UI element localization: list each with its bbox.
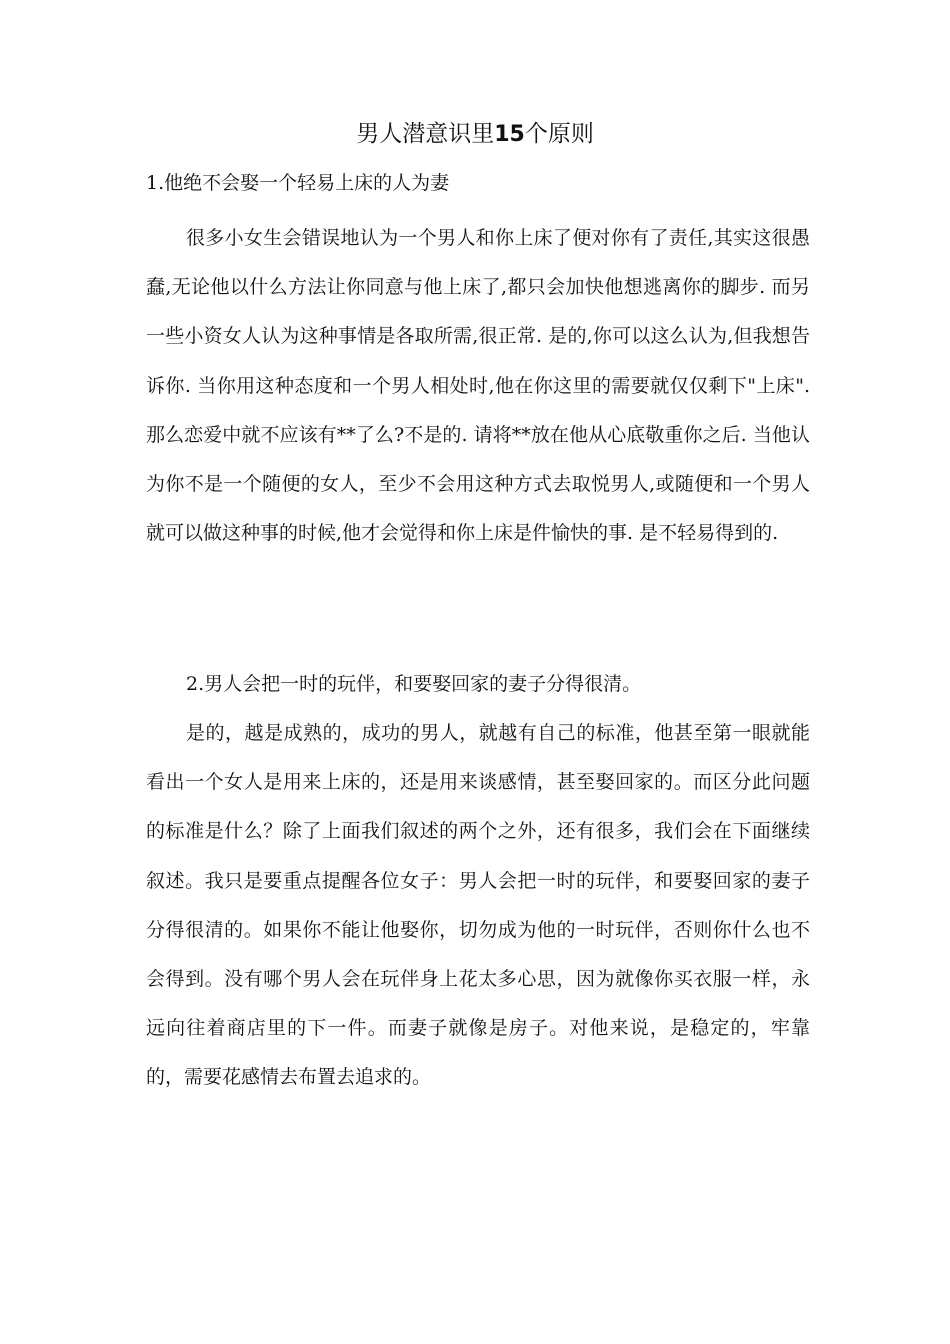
section-2-heading: 2.男人会把一时的玩伴，和要娶回家的妻子分得很清。 — [186, 673, 642, 695]
title-number: 15 — [494, 122, 525, 147]
section-1-body: 很多小女生会错误地认为一个男人和你上床了便对你有了责任,其实这很愚蠢,无论他以什么方法让你同意与他上床了,都只会加快他想逃离你的脚步. 而另一些小资女人认为这种事情是各取所需,很正常. 是的,你可以这么认为,但我想告诉你. 当你用这种态度和一个男人相处时,他在你这里的需要就仅仅剩下"上床". 那么恋爱中就不应该有**了么?不是的. 请将**放在他从心底敬重你之后. 当他认为你不是一个随便的女人，至少不会用这种方式去取悦男人,或随便和一个男人就可以做这种事的时候,他才会觉得和你上床是件愉快的事. 是不轻易得到的. — [146, 227, 810, 545]
section-2-body: 是的，越是成熟的，成功的男人，就越有自己的标准，他甚至第一眼就能看出一个女人是用来上床的，还是用来谈感情，甚至娶回家的。而区分此问题的标准是什么？除了上面我们叙述的两个之外，还有很多，我们会在下面继续叙述。我只是要重点提醒各位女子：男人会把一时的玩伴，和要娶回家的妻子分得很清的。如果你不能让他娶你，切勿成为他的一时玩伴，否则你什么也不会得到。没有哪个男人会在玩伴身上花太多心思，因为就像你买衣服一样，永远向往着商店里的下一件。而妻子就像是房子。对他来说，是稳定的，牢靠的，需要花感情去布置去追求的。 — [146, 722, 810, 1089]
title-prefix: 男人潜意识里 — [356, 121, 495, 147]
title-suffix: 个原则 — [524, 121, 594, 147]
section-1-heading: 1.他绝不会娶一个轻易上床的人为妻 — [146, 172, 450, 194]
page-title — [0, 110, 950, 159]
